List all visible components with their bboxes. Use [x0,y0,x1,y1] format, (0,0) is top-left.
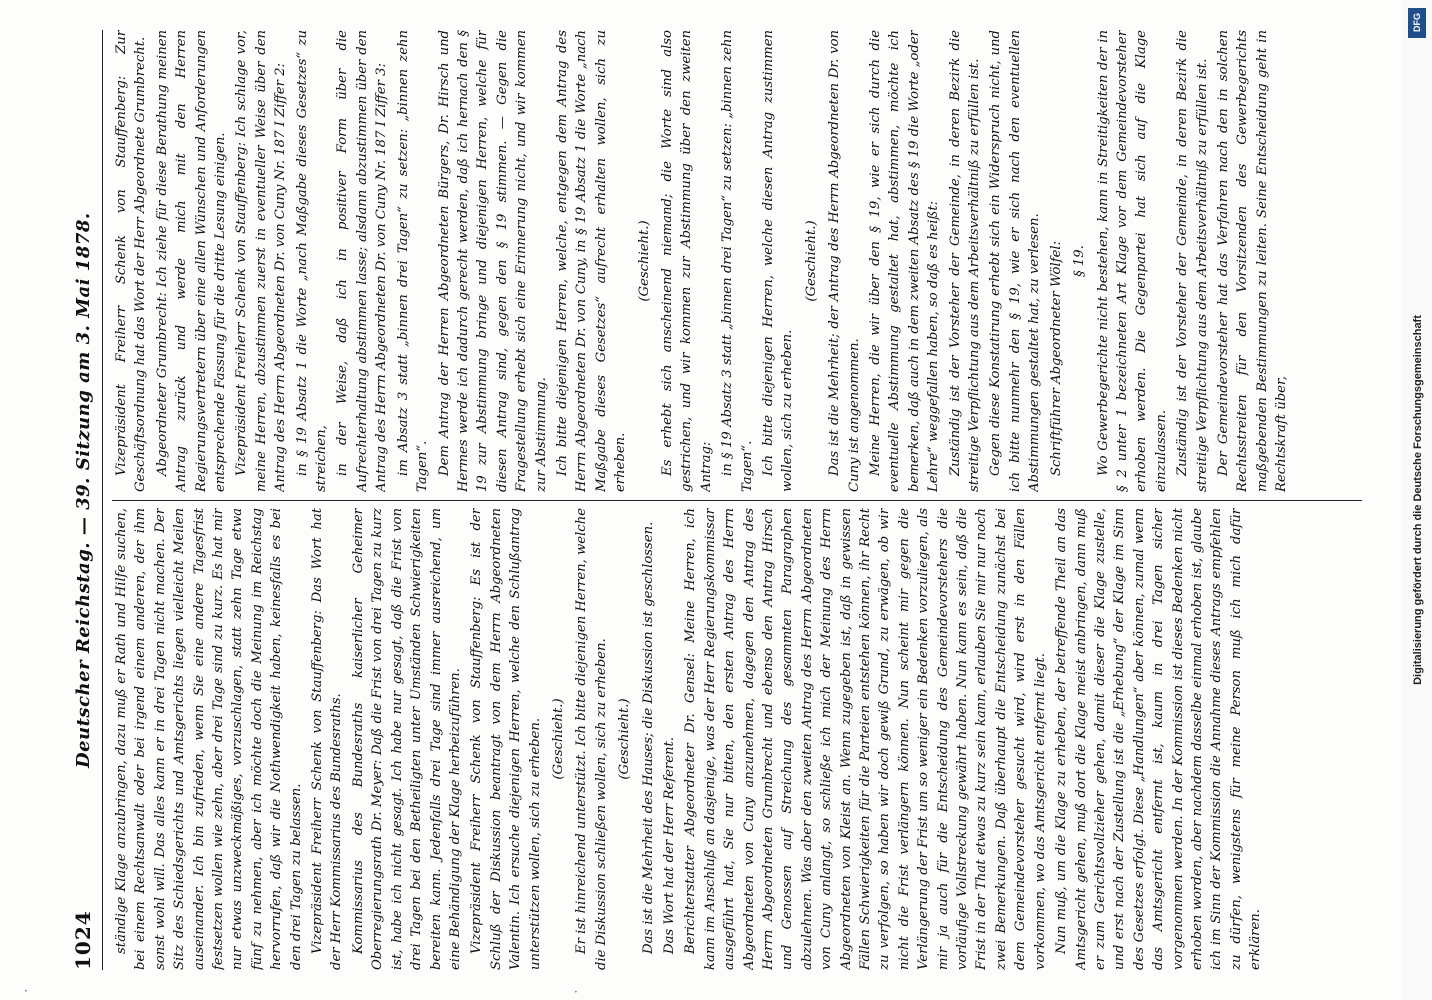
paragraph: im Absatz 3 statt „binnen drei Tagen“ zu setzen: „binnen zehn Tagen“. [395,30,431,492]
paragraph: Das ist die Mehrheit des Hauses; die Diskussion ist geschlossen. [640,521,656,954]
stage-direction: § 19. [1072,245,1088,277]
stage-direction: (Geschieht.) [617,698,633,780]
paragraph: Kommissarius des Bundesraths kaiserlicher Geheimer Oberregierungsrath Dr. Meyer: Daß die Frist von drei Tagen zu kurz ist, habe ich nicht gesagt. Ich habe nur gesagt, daß die Frist von drei Tagen bei den Betheiligten unter Umständen Schwierigkeiten bereiten kann. Jedenfalls drei Tage sind immer ausreichend, um eine Behändigung der Klage herbeizuführen. [350,508,463,970]
page-header [64,30,103,970]
paragraph: Berichterstatter Abgeordneter Dr. Gensel: Meine Herren, ich kann im Anschluß an dasjenige, was der Herr Regierungskommissar ausgeführt hat, Sie nur bitten, den ersten Antrag des Herrn Abgeordneten von Cuny anzunehmen, dagegen den Antrag des Herrn Abgeordneten Grumbrecht und ebenso den Antrag Hirsch und Genossen auf Streichung des gesammten Paragraphen abzulehnen. Was aber den zweiten Antrag des Herrn Abgeordneten von Cuny anlangt, so schließe ich mich der Meinung des Herrn Abgeordneten von Kleist an. Wenn zugegeben ist, daß in gewissen Fällen Schwierigkeiten für die Parteien entstehen können, ihr Recht zu verfolgen, so haben wir doch gewiß Grund, zu erwägen, ob wir nicht die Frist verlängern können. Nun scheint mir gegen die Verlängerung der Frist um so weniger ein Bedenken vorzuliegen, als mir ja auch für die Entscheidung des Gemeindevorstehers die vorläufige Vollstreckung gewährt haben. Nun kann es sein, daß die Frist in der That etwas zu kurz sein kann, erlauben Sie mir nur noch zwei Bemerkungen. Daß überhaupt die Entscheidung zunächst bei dem Gemeindevorsteher gesucht wird, wird erst in den Fällen vorkommen, wo das Amtsgericht entfernt liegt. [683,508,1048,970]
paragraph: Dem Antrag der Herren Abgeordneten Bürgers, Dr. Hirsch und Hermes werde ich dadurch gerecht werden, daß ich hernach den § 19 zur Abstimmung bringe und diejenigen Herren, welche für diesen Antrag sind, gegen den § 19 stimmen. — Gegen die Fragestellung erhebt sich eine Erinnerung nicht, und wir kommen zur Abstimmung. [436,30,549,492]
running-title: Deutscher Reichstag. — 39. Sitzung am 3. Mai 1878. [72,212,94,769]
paragraph: Abgeordneter Grumbrecht: Ich ziehe für diese Berathung meinen Antrag zurück und werde mich mit den Herren Regierungsvertretern über eine allen Wünschen und Anforderungen entsprechende Fassung für die dritte Lesung einigen. [154,30,229,492]
right-column [112,30,1362,492]
paragraph: Ich bitte diejenigen Herren, welche diesen Antrag zustimmen wollen, sich zu erheben. [761,30,796,492]
paragraph: Meine Herren, die wir über den § 19, wie er sich durch die eventuelle Abstimmung gestaltet hat, abstimmen, möchte ich bemerken, daß auch in dem zweiten Absatz des § 19 die Worte „oder Lehre“ weggefallen haben, so daß es heißt: [868,30,942,492]
paragraph: Wo Gewerbegerichte nicht bestehen, kann in Streitigkeiten der in § 2 unter 1 bezeichneten Art Klage vor dem Gemeindevorsteher erhoben werden. Die Gegenpartei hat sich auf die Klage einzulassen. [1095,30,1169,492]
dfg-logo: DFG [1408,8,1426,38]
scan-speck: · [574,985,578,999]
paragraph: Nun muß, um die Klage zu erheben, der betreffende Theil an das Amtsgericht gehen, muß dort die Klage meist anbringen, dann muß er zum Gerichtsvollzieher gehen, damit dieser die Klage zustelle, und erst nach der Zustellung ist die „Erhebung“ der Klage im Sinn des Gesetzes erfolgt. Diese „Handlungen“ aber können, zumal wenn das Amtsgericht entfernt ist, kaum in drei Tagen sicher vorgenommen werden. In der Kommission ist dieses Bedenken nicht erhoben worden, aber nachdem dasselbe einmal erhoben ist, glaube ich im Sinn der Kommission die Annahme dieses Antrags empfehlen zu dürfen, wenigstens für meine Person muß ich mich dafür erklären. [1054,508,1264,970]
paragraph: Der Gemeindevorsteher hat das Verfahren nach den in solchen Rechtsstreiten für den Vorsitzenden des Gewerbegerichts maßgebenden Bestimmungen zu leiten. Seine Entscheidung geht in Rechtskraft über, [1215,30,1290,492]
left-column [112,508,1362,970]
text-body [112,30,1362,970]
paragraph: Gegen diese Konstatirung erhebt sich ein Widerspruch nicht, und ich bitte nunmehr den § 19, wie er sich nach den eventuellen Abstimmungen gestaltet hat, zu verlesen. [988,30,1043,492]
paragraph: Es erhebt sich anscheinend niemand; die Worte sind also gestrichen, und wir kommen zur Abstimmung über den zweiten Antrag: [659,30,714,492]
paragraph: in § 19 Absatz 1 die Worte „nach Maßgabe dieses Gesetzes“ zu streichen, [294,30,330,492]
stage-direction: (Geschieht.) [803,220,819,302]
paragraph: Zuständig ist der Vorsteher der Gemeinde, in deren Bezirk die streitige Verpflichtung aus dem Arbeitsverhältniß zu erfüllen ist. [947,30,983,492]
rotated-page-content [56,30,1376,970]
paragraph: in § 19 Absatz 3 statt „binnen drei Tagen“ zu setzen: „binnen zehn Tagen“. [720,30,755,492]
paragraph: ständige Klage anzubringen, dazu muß er Rath und Hilfe suchen, bei einem Rechtsanwalt oder bei irgend einem anderen, der ihm sonst wohl will. Das alles kann er in drei Tagen nicht machen. Der Sitz des Schiedsgerichts und Amtsgerichts liegen vielleicht Meilen auseinander. Ich bin zufrieden, wenn Sie eine andere Tagesfrist festsetzen wollen wie zehn, aber drei Tage sind zu kurz. Es hat mir nur etwas unzweckmäßiges, vorzuschlagen, statt zehn Tage etwa fünf zu nehmen, aber ich möchte doch die Meinung im Reichstag hervorrufen, daß wir die Nothwendigkeit haben, keinesfalls es bei den drei Tagen zu belassen. [114,508,304,970]
stage-direction: (Geschieht.) [636,220,652,302]
paragraph: Vizepräsident Freiherr Schenk von Stauffenberg: Ich schlage vor, meine Herren, abzustimmen zuerst in eventueller Weise über den Antrag des Herrn Abgeordneten Dr. von Cuny Nr. 187 I Ziffer 2: [234,30,289,492]
page-number: 1024 [71,910,95,970]
paragraph: Schriftführer Abgeordneter Wölfel: [1048,240,1064,476]
paragraph: Vizepräsident Freiherr Schenk von Stauffenberg: Es ist der Schluß der Diskussion beantragt von dem Herrn Abgeordneten Valentin. Ich ersuche diejenigen Herren, welche den Schlußantrag unterstützen wollen, sich zu erheben. [469,508,543,970]
paragraph: Vizepräsident Freiherr Schenk von Stauffenberg: Zur Geschäftsordnung hat das Wort der Herr Abgeordnete Grumbrecht. [114,30,149,492]
paragraph: Das Wort hat der Herr Referent. [661,737,677,954]
column-divider [112,492,1362,508]
paragraph: in der Weise, daß ich in positiver Form über die Aufrechterhaltung abstimmen lasse; alsdann abzustimmen über den Antrag des Herrn Abgeordneten Dr. von Cuny Nr. 187 I Ziffer 3: [335,30,390,492]
paragraph: Das ist die Mehrheit; der Antrag des Herrn Abgeordneten Dr. von Cuny ist angenommen. [827,30,862,492]
digitization-note: Digitalisierung gefördert durch die Deutsche Forschungsgemeinschaft [1412,315,1424,685]
paragraph: Er ist hinreichend unterstützt. Ich bitte diejenigen Herren, welche die Diskussion schließen wollen, sich zu erheben. [574,508,609,970]
scan-speck: · [24,984,28,998]
stage-direction: (Geschieht.) [550,698,566,780]
digitization-sidebar [1402,0,1432,1000]
paragraph: Zuständig ist der Vorsteher der Gemeinde, in deren Bezirk die streitige Verpflichtung aus dem Arbeitsverhältniß zu erfüllen ist. [1175,30,1210,492]
paragraph: Vizepräsident Freiherr Schenk von Stauffenberg: Das Wort hat der Herr Kommissarius des Bundesraths. [310,508,345,970]
paragraph: Ich bitte diejenigen Herren, welche, entgegen dem Antrag des Herrn Abgeordneten Dr. von Cuny, in § 19 Absatz 1 die Worte „nach Maßgabe dieses Gesetzes“ aufrecht erhalten wollen, sich zu erheben. [554,30,629,492]
